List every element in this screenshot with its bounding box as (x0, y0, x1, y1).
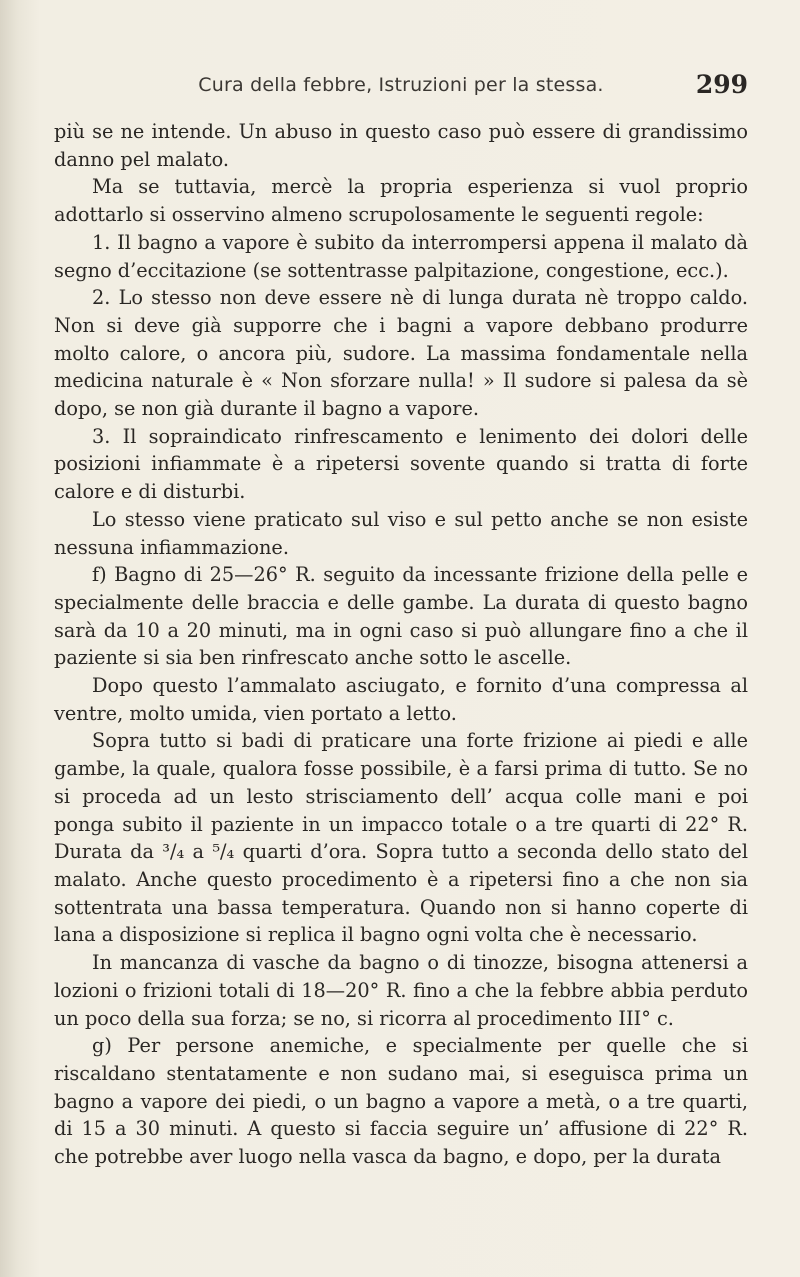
running-title: Cura della febbre, Istruzioni per la stessa. (198, 74, 604, 96)
paragraph: 2. Lo stesso non deve essere nè di lunga durata nè troppo caldo. Non si deve già supporre che i bagni a vapore debbano produrre molto calore, o ancora più, sudore. La massima fondamentale nella medicina naturale è « Non sforzare nulla! » Il sudore si palesa da sè dopo, se non già durante il bagno a vapore. (54, 286, 748, 421)
paragraph: 1. Il bagno a vapore è subito da interrompersi appena il malato dà segno d’eccitazione (se sottentrasse palpitazione, congestione, ecc.). (54, 230, 748, 282)
body-text (54, 118, 748, 1171)
page-number: 299 (695, 70, 748, 99)
paragraph: 3. Il sopraindicato rinfrescamento e lenimento dei dolori delle posizioni infiammate è a ripetersi sovente quando si tratta di forte calore e di disturbi. (54, 424, 748, 504)
paragraph: f) Bagno di 25—26° R. seguito da incessante frizione della pelle e specialmente delle braccia e delle gambe. La durata di questo bagno sarà da 10 a 20 minuti, ma in ogni caso si può allungare fino a che il paziente si sia ben rinfrescato anche sotto le ascelle. (54, 563, 748, 670)
paragraph: g) Per persone anemiche, e specialmente per quelle che si riscaldano stentatamente e non sudano mai, si eseguisca prima un bagno a vapore dei piedi, o un bagno a vapore a metà, o a tre quarti, di 15 a 30 minuti. A questo si faccia seguire un’ affusione di 22° R. che potrebbe aver luogo nella vasca da bagno, e dopo, per la durata (54, 1034, 748, 1169)
paragraph: Sopra tutto si badi di praticare una forte frizione ai piedi e alle gambe, la quale, qualora fosse possibile, è a farsi prima di tutto. Se no si proceda ad un lesto strisciamento dell’ acqua colle mani e poi ponga subito il paziente in un impacco totale o a tre quarti di 22° R. Durata da ³/₄ a ⁵/₄ quarti d’ora. Sopra tutto a seconda dello stato del malato. Anche questo procedimento è a ripetersi fino a che non sia sottentrata una bassa temperatura. Quando non si hanno coperte di lana a disposizione si replica il bagno ogni volta che è necessario. (54, 729, 748, 947)
paragraph: Lo stesso viene praticato sul viso e sul petto anche se non esiste nessuna infiammazione. (54, 507, 748, 559)
paragraph: Dopo questo l’ammalato asciugato, e fornito d’una compressa al ventre, molto umida, vien portato a letto. (54, 674, 748, 725)
paragraph: In mancanza di vasche da bagno o di tinozze, bisogna attenersi a lozioni o frizioni totali di 18—20° R. fino a che la febbre abbia perduto un poco della sua forza; se no, si ricorra al procedimento III° c. (54, 951, 748, 1030)
page-header (54, 68, 748, 104)
paragraph: più se ne intende. Un abuso in questo caso può essere di grandissimo danno pel malato. (54, 120, 748, 171)
paragraph: Ma se tuttavia, mercè la propria esperienza si vuol proprio adottarlo si osservino almeno scrupolosamente le seguenti regole: (54, 175, 748, 227)
